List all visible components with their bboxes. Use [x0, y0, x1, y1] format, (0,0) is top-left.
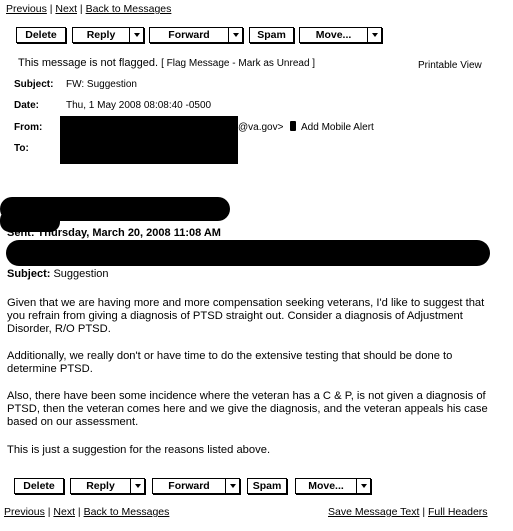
nav-separator: |: [77, 3, 86, 15]
reply-label: Reply: [86, 480, 115, 492]
nav-separator: |: [46, 3, 56, 15]
forward-label: Forward: [168, 480, 210, 492]
spam-button[interactable]: [249, 27, 294, 43]
move-dropdown[interactable]: [299, 27, 382, 43]
forward-label: Forward: [168, 29, 210, 41]
mobile-phone-icon: [290, 121, 296, 131]
reply-label: Reply: [86, 29, 116, 41]
body-paragraph-3: Also, there have been some incidence where the veteran has a C & P, is not given a diagnosis of PTSD, then the veteran comes here and we give the diagnosis, and the veteran appeals his case based on our assessment.: [7, 390, 488, 428]
bottom-nav: [4, 506, 169, 518]
delete-button[interactable]: [16, 27, 66, 43]
save-message-text-link[interactable]: Save Message Text: [328, 506, 420, 518]
delete-label: Delete: [25, 29, 57, 41]
mark-unread-link[interactable]: Mark as Unread: [238, 58, 310, 69]
chevron-down-icon[interactable]: [130, 479, 144, 493]
top-nav: [6, 3, 171, 15]
bracket-open: [: [161, 58, 164, 69]
flag-message-link[interactable]: Flag Message: [166, 58, 230, 69]
from-value: @va.gov>: [238, 122, 284, 133]
bracket-close: ]: [312, 58, 316, 69]
sent-line: Sent: Thursday, March 20, 2008 11:08 AM: [7, 227, 221, 239]
back-to-messages-link[interactable]: Back to Messages: [85, 3, 172, 15]
subject-label: Subject:: [14, 79, 54, 90]
body-paragraph-4: This is just a suggestion for the reasons listed above.: [7, 444, 271, 456]
body-paragraph-2: Additionally, we really don't or have time to do the extensive testing that should be done to determine PTSD.: [7, 350, 453, 375]
flag-dash: -: [232, 58, 236, 69]
delete-button[interactable]: [14, 478, 64, 494]
forward-subject-value: Suggestion: [53, 268, 109, 280]
move-label: Move...: [308, 480, 344, 492]
chevron-down-icon[interactable]: [129, 28, 143, 42]
add-mobile-alert-link[interactable]: Add Mobile Alert: [301, 122, 374, 133]
spam-button[interactable]: [247, 478, 287, 494]
forward-subject-line: [7, 268, 109, 280]
nav-separator: |: [75, 506, 84, 518]
move-dropdown[interactable]: [295, 478, 371, 494]
full-headers-link[interactable]: Full Headers: [428, 506, 488, 518]
delete-label: Delete: [23, 480, 55, 492]
previous-link[interactable]: Previous: [6, 3, 47, 15]
chevron-down-icon[interactable]: [356, 479, 370, 493]
back-to-messages-link[interactable]: Back to Messages: [83, 506, 170, 518]
forward-subject-label: Subject:: [7, 268, 51, 280]
flag-status: This message is not flagged.: [18, 57, 159, 69]
reply-dropdown[interactable]: [72, 27, 144, 43]
next-link[interactable]: Next: [55, 3, 78, 15]
reply-dropdown[interactable]: [70, 478, 145, 494]
nav-separator: |: [419, 506, 429, 518]
chevron-down-icon[interactable]: [228, 28, 242, 42]
spam-label: Spam: [252, 480, 282, 492]
flag-status-line: [18, 57, 315, 69]
body-paragraph-1: Given that we are having more and more compensation seeking veterans, I'd like to suggest that you refrain from giving a diagnosis of PTSD straight out. Consider a diagnosis of Adjustment Disorder, R/O PTSD.: [7, 297, 485, 335]
redaction-from: [60, 116, 238, 164]
chevron-down-icon[interactable]: [367, 28, 381, 42]
chevron-down-icon[interactable]: [225, 479, 239, 493]
date-value: Thu, 1 May 2008 08:08:40 -0500: [66, 100, 212, 111]
from-label: From:: [14, 122, 43, 133]
move-label: Move...: [315, 29, 352, 41]
nav-separator: |: [44, 506, 54, 518]
subject-value: FW: Suggestion: [66, 79, 137, 90]
redaction-forward-to: [6, 240, 490, 266]
spam-label: Spam: [257, 29, 286, 41]
forward-dropdown[interactable]: [152, 478, 240, 494]
next-link[interactable]: Next: [53, 506, 76, 518]
date-label: Date:: [14, 100, 40, 111]
previous-link[interactable]: Previous: [4, 506, 45, 518]
forward-dropdown[interactable]: [149, 27, 243, 43]
printable-view-link[interactable]: Printable View: [418, 60, 482, 71]
bottom-right-links: [328, 506, 488, 518]
to-label: To:: [14, 143, 29, 154]
